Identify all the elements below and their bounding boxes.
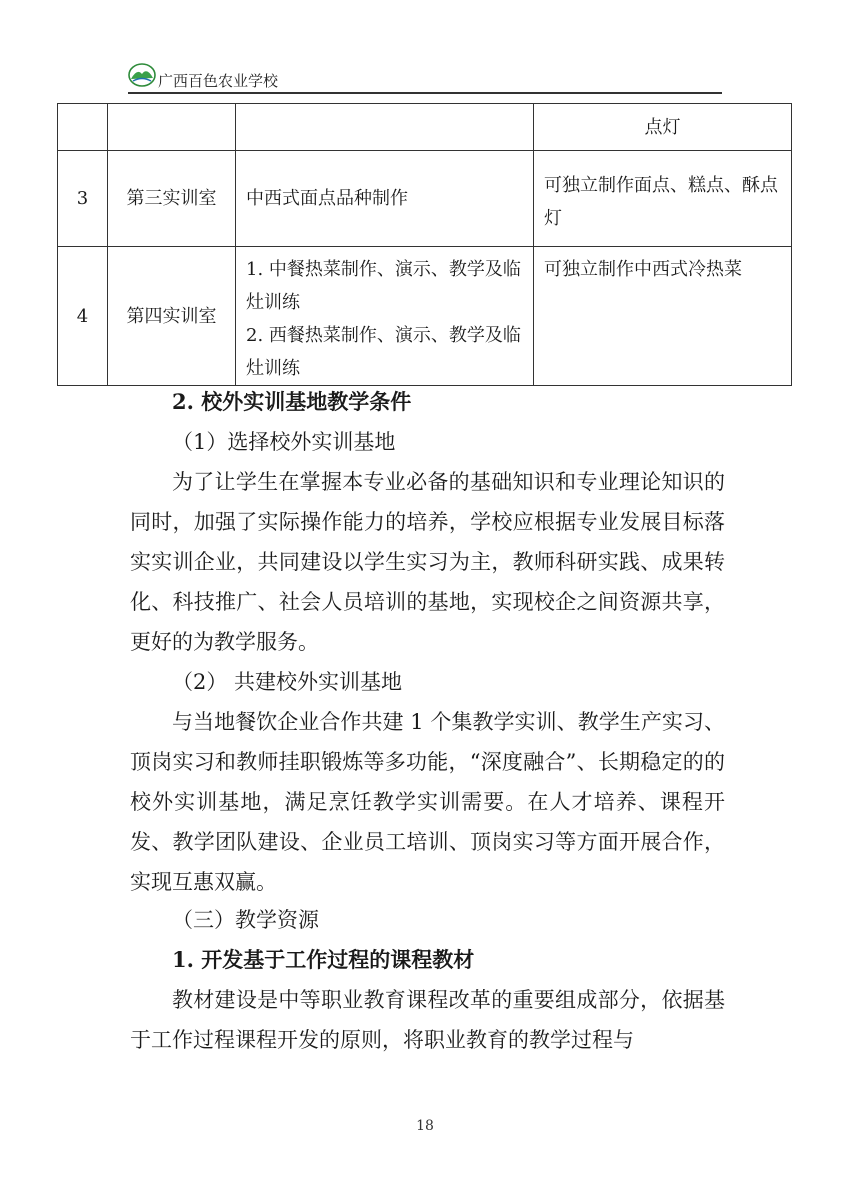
table-cell-num: 4	[58, 247, 108, 386]
table-cell-ability: 点灯	[534, 104, 792, 151]
section-heading: （三）教学资源	[172, 908, 319, 932]
section-heading: 1. 开发基于工作过程的课程教材	[172, 947, 475, 972]
table-cell-num: 3	[58, 151, 108, 247]
content-line: 1. 中餐热菜制作、演示、教学及临灶训练	[246, 259, 521, 313]
subsection-heading: （2） 共建校外实训基地	[172, 670, 403, 694]
table-cell-num	[58, 104, 108, 151]
paragraph-text: 教材建设是中等职业教育课程改革的重要组成部分，依据基于工作过程课程开发的原则，将职业教育的教学过程与	[130, 988, 725, 1052]
section-heading: 2. 校外实训基地教学条件	[172, 389, 412, 414]
table-row	[58, 247, 792, 386]
page-number: 18	[416, 1118, 434, 1134]
table-cell-room: 第三实训室	[108, 151, 236, 247]
table-row	[58, 104, 792, 151]
page-header	[128, 60, 722, 94]
table-cell-room: 第四实训室	[108, 247, 236, 386]
paragraph-text: 与当地餐饮企业合作共建 1 个集教学实训、教学生产实习、顶岗实习和教师挂职锻炼等多功能，“深度融合”、长期稳定的的校外实训基地，满足烹饪教学实训需要。在人才培养、课程开发、教学团队建设、企业员工培训、顶岗实习等方面开展合作，实现互惠双赢。	[130, 710, 725, 894]
table-cell-ability: 可独立制作面点、糕点、酥点灯	[534, 151, 792, 247]
paragraph	[130, 980, 725, 1060]
school-name: 广西百色农业学校	[158, 72, 279, 90]
paragraph	[130, 462, 725, 662]
school-logo-icon	[128, 62, 156, 88]
table-cell-room	[108, 104, 236, 151]
table-row	[58, 151, 792, 247]
paragraph	[130, 702, 725, 902]
subsection-heading: （1）选择校外实训基地	[172, 430, 396, 454]
table-cell-ability: 可独立制作中西式冷热菜	[534, 247, 792, 386]
training-room-table	[57, 103, 792, 386]
paragraph-text: 为了让学生在掌握本专业必备的基础知识和专业理论知识的同时，加强了实际操作能力的培养，学校应根据专业发展目标落实实训企业，共同建设以学生实习为主，教师科研实践、成果转化、科技推广、社会人员培训的基地，实现校企之间资源共享，更好的为教学服务。	[130, 470, 725, 654]
table-cell-content	[236, 247, 534, 386]
table-cell-content: 中西式面点品种制作	[236, 151, 534, 247]
header-divider	[128, 92, 722, 94]
table-cell-content	[236, 104, 534, 151]
content-line: 2. 西餐热菜制作、演示、教学及临灶训练	[246, 325, 521, 379]
